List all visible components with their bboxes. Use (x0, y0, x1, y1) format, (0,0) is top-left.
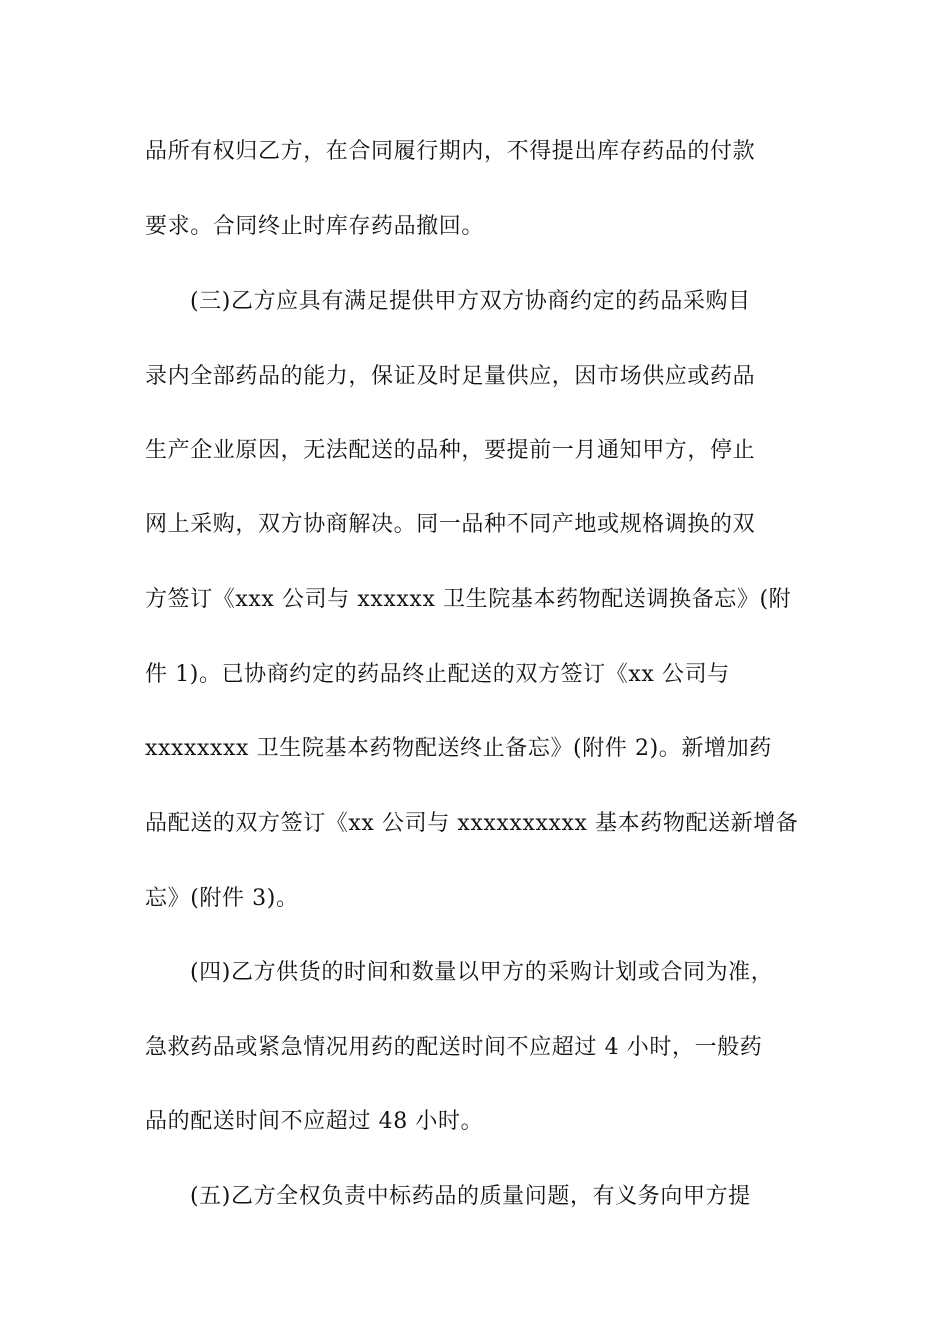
text-line: 要求。合同终止时库存药品撤回。 (145, 214, 485, 239)
text-line: 品的配送时间不应超过 48 小时。 (145, 1109, 484, 1134)
text-line: 急救药品或紧急情况用药的配送时间不应超过 4 小时，一般药 (145, 1035, 763, 1060)
text-line: xxxxxxxx 卫生院基本药物配送终止备忘》(附件 2)。新增加药 (145, 736, 772, 761)
paragraph-4-heading-line: (四)乙方供货的时间和数量以甲方的采购计划或合同为准， (190, 960, 774, 985)
text-line: 生产企业原因，无法配送的品种，要提前一月通知甲方，停止 (145, 438, 756, 463)
text-line: 品配送的双方签订《xx 公司与 xxxxxxxxxx 基本药物配送新增备 (145, 811, 799, 836)
text-line: 方签订《xxx 公司与 xxxxxx 卫生院基本药物配送调换备忘》(附 (145, 587, 792, 612)
text-line: 忘》(附件 3)。 (145, 886, 299, 911)
paragraph-5-heading-line: (五)乙方全权负责中标药品的质量问题，有义务向甲方提 (190, 1184, 751, 1209)
text-line: 件 1)。已协商约定的药品终止配送的双方签订《xx 公司与 (145, 662, 730, 687)
text-line: 网上采购，双方协商解决。同一品种不同产地或规格调换的双 (145, 512, 756, 537)
text-line: 品所有权归乙方，在合同履行期内，不得提出库存药品的付款 (145, 139, 756, 164)
text-line: 录内全部药品的能力，保证及时足量供应，因市场供应或药品 (145, 364, 756, 389)
paragraph-3-heading-line: (三)乙方应具有满足提供甲方双方协商约定的药品采购目 (190, 289, 751, 314)
